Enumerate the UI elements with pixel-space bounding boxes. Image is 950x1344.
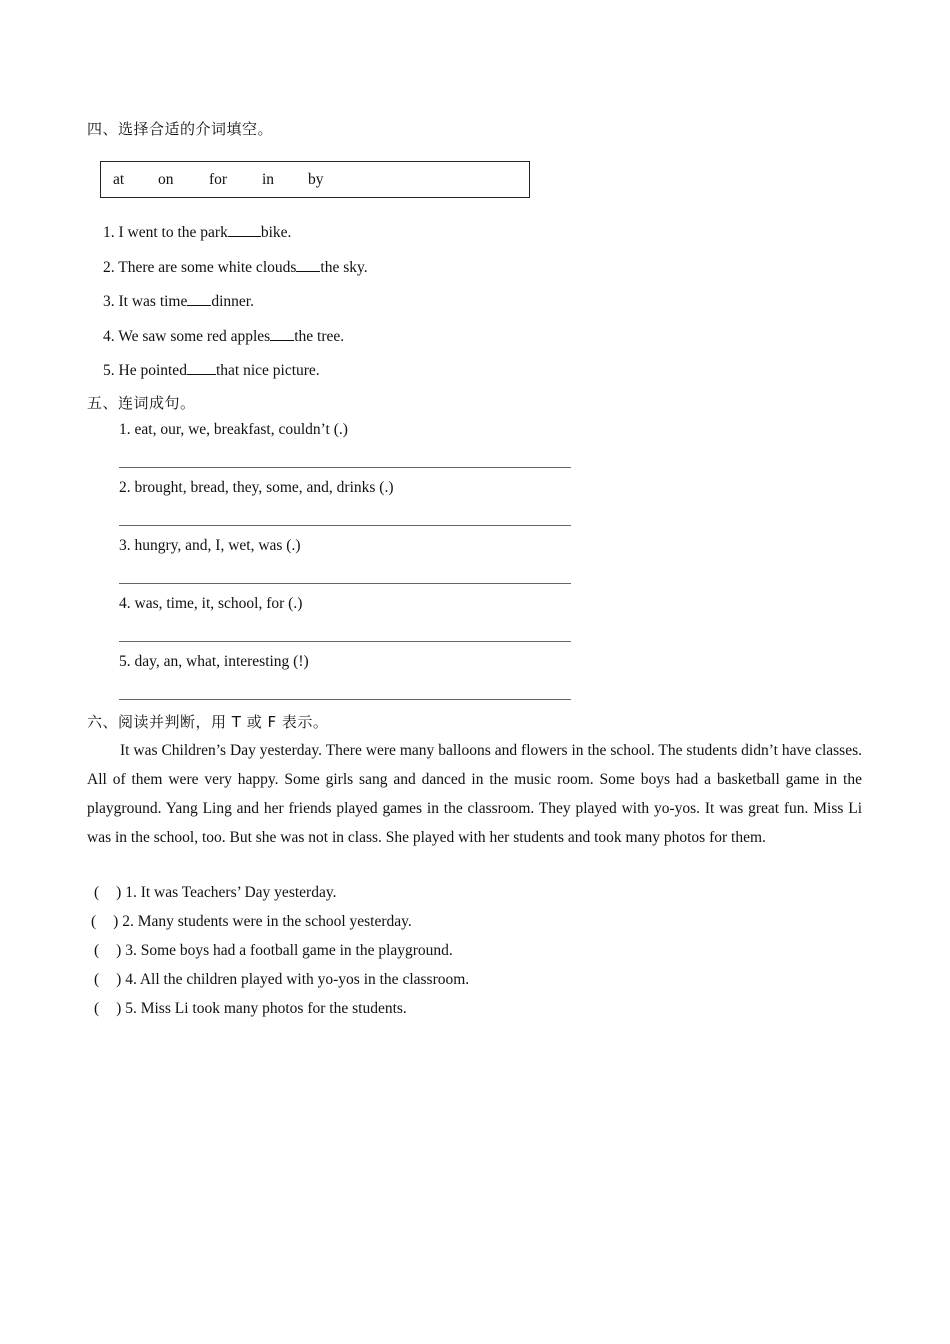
- item-text-before: 4. We saw some red apples: [103, 328, 271, 345]
- open-paren: (: [91, 913, 97, 930]
- true-false-item: [94, 971, 469, 989]
- true-false-item: [94, 884, 336, 902]
- fill-in-item: [103, 291, 254, 311]
- open-paren: (: [94, 884, 100, 901]
- word-order-item: 4. was, time, it, school, for (.): [119, 595, 303, 612]
- true-false-item: [94, 1000, 407, 1018]
- item-text-after: the sky.: [320, 259, 368, 276]
- blank-space[interactable]: [228, 222, 261, 237]
- open-paren: (: [94, 1000, 100, 1017]
- open-paren: (: [94, 942, 100, 959]
- true-false-item: [91, 913, 412, 931]
- blank-space[interactable]: [296, 257, 320, 272]
- item-text-before: 5. He pointed: [103, 362, 187, 379]
- item-text-before: 3. It was time: [103, 293, 188, 310]
- word-bank-item: in: [262, 171, 275, 188]
- answer-line[interactable]: [119, 467, 571, 468]
- answer-line[interactable]: [119, 641, 571, 642]
- word-order-item: 2. brought, bread, they, some, and, drinks (.): [119, 479, 394, 496]
- statement-text: ) 2. Many students were in the school yesterday.: [113, 913, 412, 930]
- statement-text: ) 5. Miss Li took many photos for the students.: [116, 1000, 407, 1017]
- word-bank-item: on: [158, 171, 174, 188]
- word-order-item: 5. day, an, what, interesting (!): [119, 653, 309, 670]
- word-order-item: 1. eat, our, we, breakfast, couldn’t (.): [119, 421, 348, 438]
- word-bank-item: at: [113, 171, 125, 188]
- answer-line[interactable]: [119, 525, 571, 526]
- reading-passage: It was Children’s Day yesterday. There were many balloons and flowers in the school. The students didn’t have classes. All of them were very happy. Some girls sang and danced in the music room. Some boys had a basketball game in the playground. Yang Ling and her friends played games in the classroom. They played with yo-yos. It was great fun. Miss Li was in the school, too. But she was not in class. She played with her students and took many photos for them.: [87, 742, 862, 846]
- section5-heading: 五、连词成句。: [87, 394, 196, 412]
- fill-in-item: [103, 222, 291, 242]
- item-text-before: 2. There are some white clouds: [103, 259, 297, 276]
- blank-space[interactable]: [187, 291, 211, 306]
- blank-space[interactable]: [270, 326, 294, 341]
- statement-text: ) 3. Some boys had a football game in the playground.: [116, 942, 453, 959]
- fill-in-item: [103, 360, 320, 380]
- answer-line[interactable]: [119, 699, 571, 700]
- item-text-after: that nice picture.: [215, 362, 320, 379]
- true-false-item: [94, 942, 453, 960]
- item-text-before: 1. I went to the park: [103, 224, 228, 241]
- fill-in-item: [103, 326, 344, 346]
- answer-line[interactable]: [119, 583, 571, 584]
- item-text-after: bike.: [260, 224, 292, 241]
- blank-space[interactable]: [187, 360, 216, 375]
- section4-heading: 四、选择合适的介词填空。: [87, 120, 274, 138]
- statement-text: ) 1. It was Teachers’ Day yesterday.: [116, 884, 337, 901]
- open-paren: (: [94, 971, 100, 988]
- word-bank-box: [100, 161, 530, 198]
- item-text-after: the tree.: [294, 328, 345, 345]
- word-bank-item: by: [308, 171, 324, 188]
- statement-text: ) 4. All the children played with yo-yos in the classroom.: [116, 971, 470, 988]
- word-order-item: 3. hungry, and, I, wet, was (.): [119, 537, 301, 554]
- item-text-after: dinner.: [211, 293, 254, 310]
- section6-heading: 六、阅读并判断，用 T 或 F 表示。: [87, 713, 329, 731]
- fill-in-item: [103, 257, 368, 277]
- word-bank-item: for: [209, 171, 228, 188]
